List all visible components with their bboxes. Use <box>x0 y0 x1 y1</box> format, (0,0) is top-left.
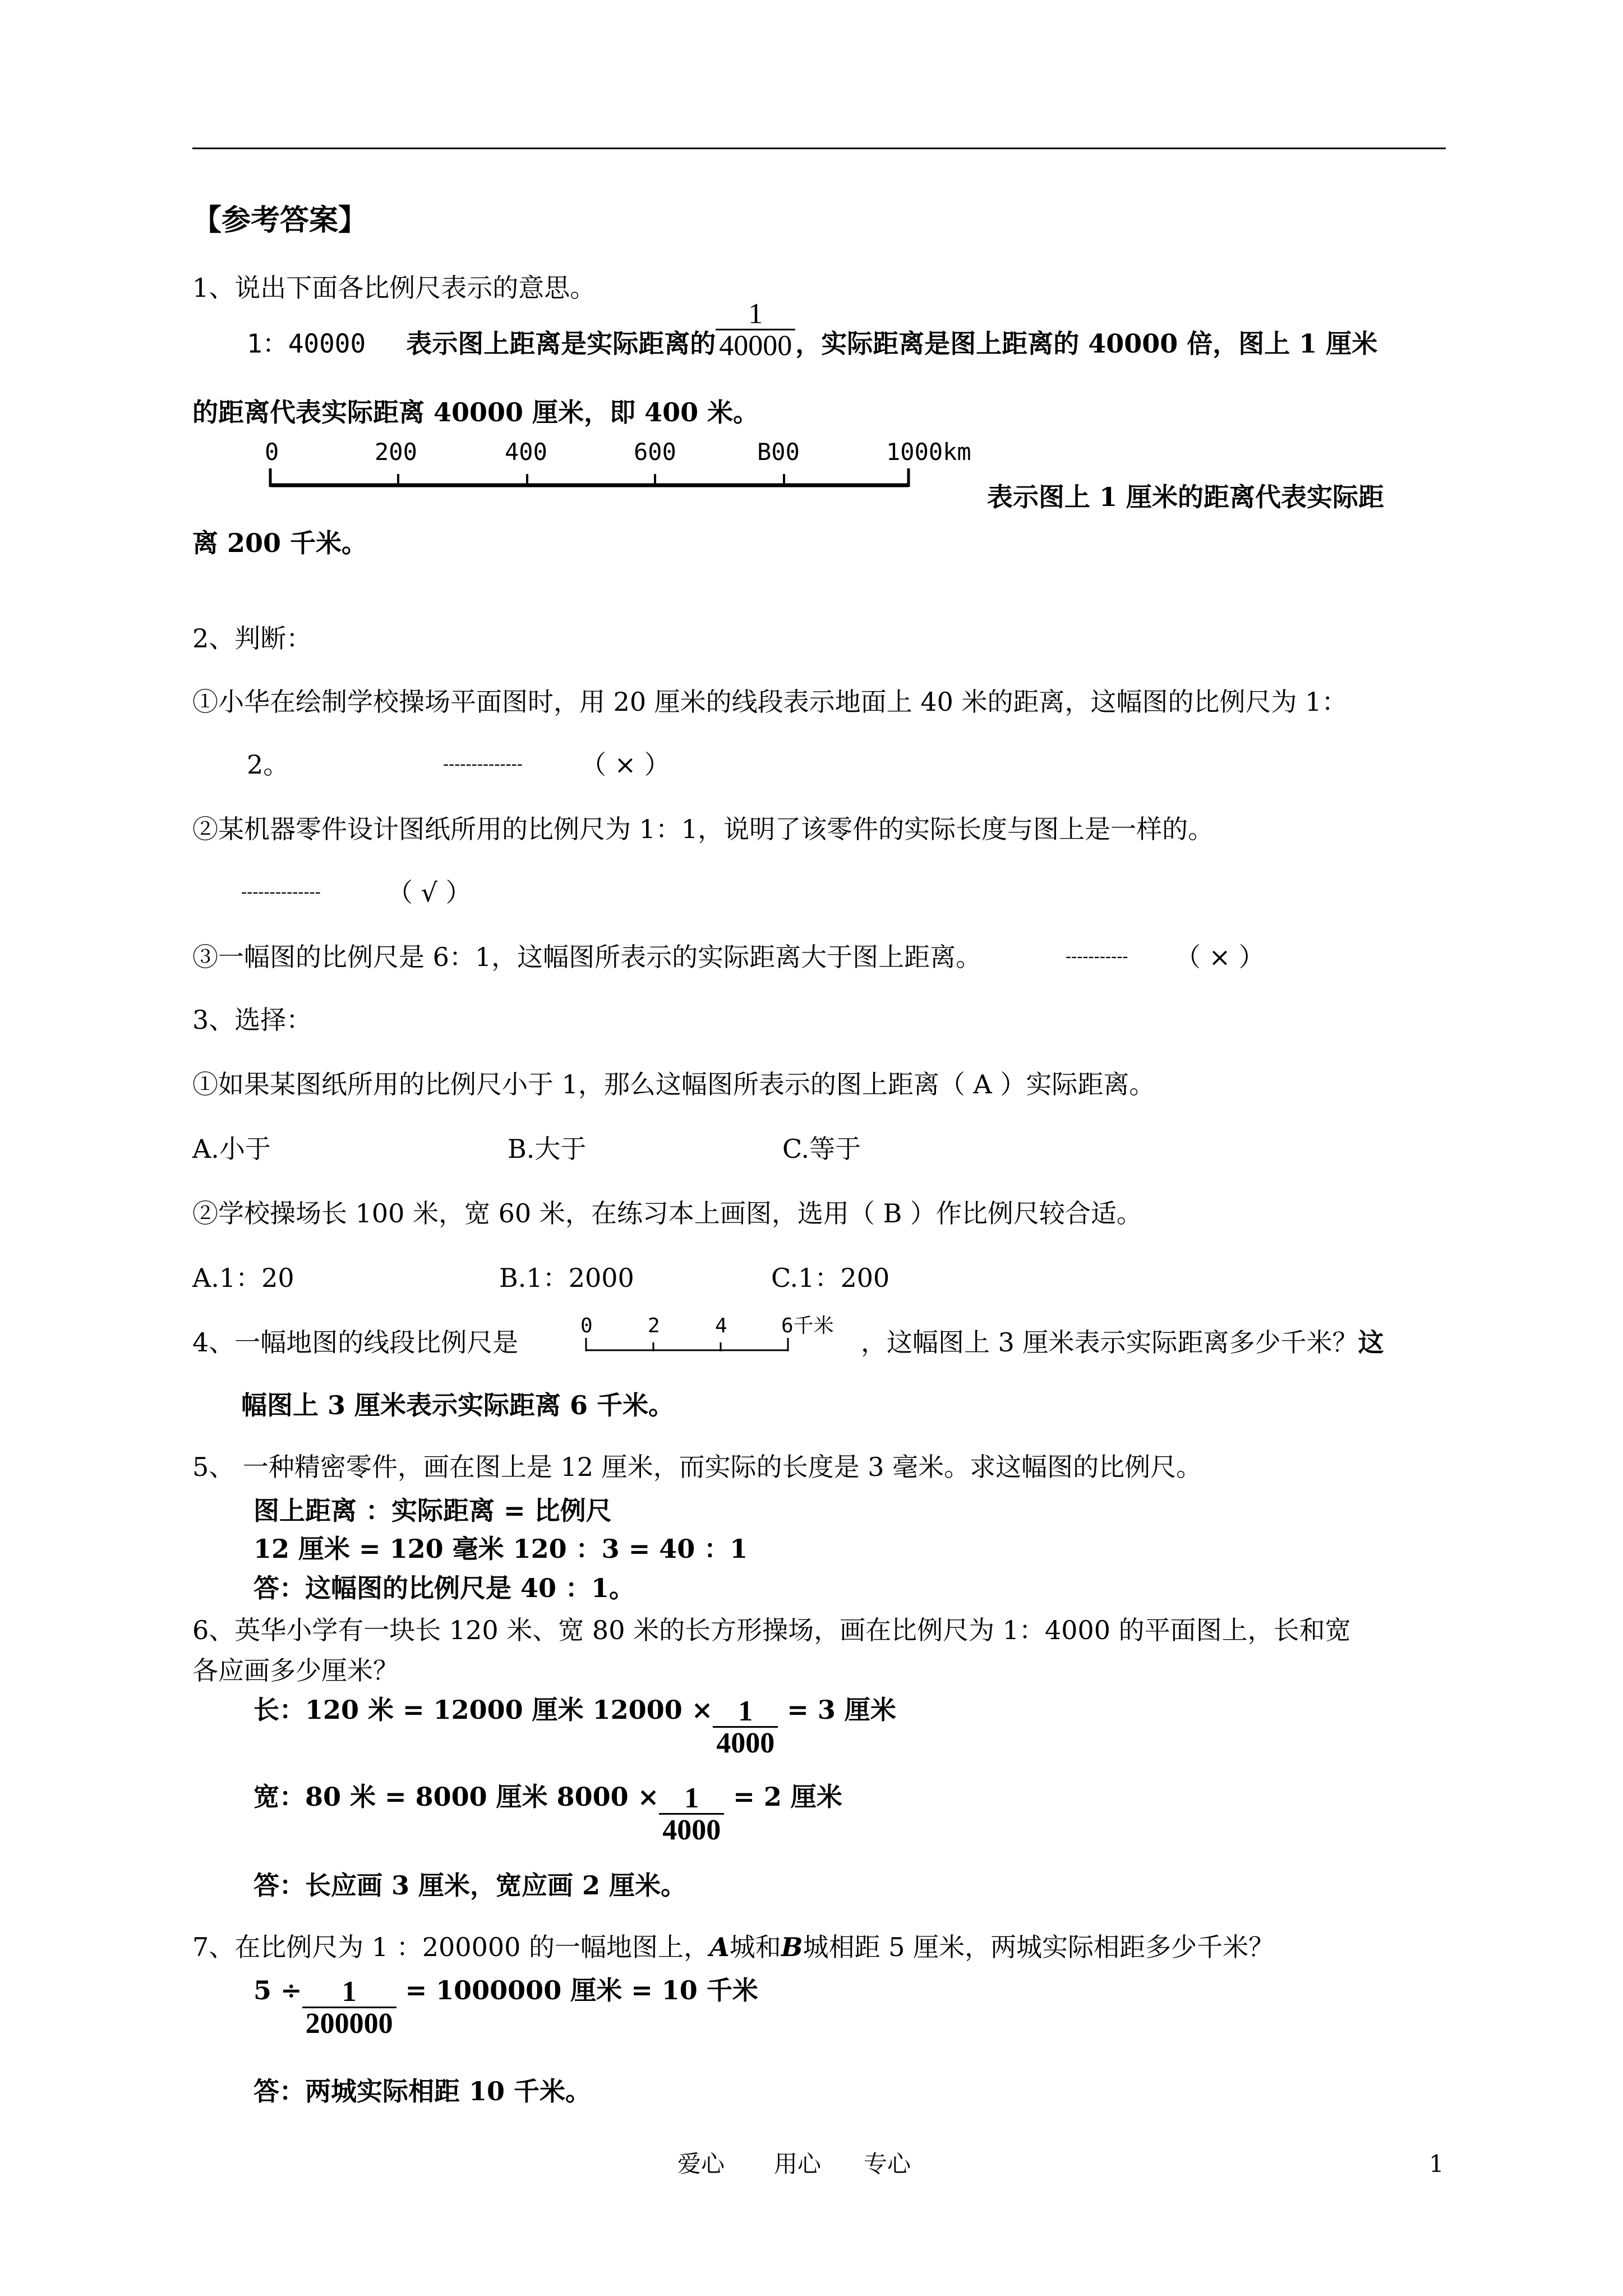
q1-scale-answer-line2: 离 200 千米。 <box>192 528 368 558</box>
q2-item2-mark: （ √ ） <box>387 877 472 908</box>
q6-length-line <box>253 1694 896 1759</box>
q3-title: 3、选择： <box>192 1005 312 1035</box>
q2-item1-mark: （ × ） <box>580 749 670 780</box>
q1-scale-label-4: B00 <box>757 438 800 466</box>
q7-denominator: 200000 <box>302 2007 396 2039</box>
q1-line-scale <box>247 438 971 499</box>
answer-heading: 【参考答案】 <box>192 203 368 237</box>
q3-item2-option-a: A.1：20 <box>192 1263 294 1293</box>
q4-line1-a: 4、一幅地图的线段比例尺是 <box>192 1327 519 1358</box>
q6-title-line1: 6、英华小学有一块长 120 米、宽 80 米的长方形操场，画在比例尺为 1：4000 的平面图上，长和宽 <box>192 1615 1351 1645</box>
q6-width-text-a: 宽：80 米 = 8000 厘米 8000 × <box>253 1781 660 1812</box>
q7-calc-line <box>253 1977 758 2039</box>
q7-answer: 答：两城实际相距 10 千米。 <box>253 2076 592 2106</box>
q1-title: 1、说出下面各比例尺表示的意思。 <box>192 273 596 303</box>
q7-calc-text-b: = 1000000 厘米 = 10 千米 <box>396 1975 758 2005</box>
q6-answer: 答：长应画 3 厘米，宽应画 2 厘米。 <box>253 1870 687 1901</box>
q4-question: ，这幅图上 3 厘米表示实际距离多少千米？ <box>861 1327 1358 1358</box>
footer-motto-2: 用心 <box>774 2150 822 2178</box>
q6-length-text-b: = 3 厘米 <box>778 1694 896 1725</box>
q2-item3-mark: （ × ） <box>1175 942 1265 972</box>
q1-scale-label-5: 1000km <box>886 438 971 466</box>
page-number: 1 <box>1429 2150 1444 2178</box>
q1-fraction-numerator: 1 <box>748 298 763 330</box>
q2-title: 2、判断： <box>192 623 312 654</box>
q2-item3-dashes: ----------- <box>1066 947 1128 967</box>
q3-item1-option-c: C.等于 <box>782 1134 861 1164</box>
q6-width-text-b: = 2 厘米 <box>724 1781 842 1812</box>
q3-item2-option-b: B.1：2000 <box>499 1263 634 1293</box>
q1-scale-label-0: 0 <box>265 438 279 466</box>
q7-fraction <box>302 1977 396 2039</box>
q3-item2: ②学校操场长 100 米，宽 60 米，在练习本上画图，选用（ B ）作比例尺较合适。 <box>192 1198 1142 1228</box>
q3-item1-option-b: B.大于 <box>508 1134 587 1164</box>
q6-length-text-a: 长：120 米 = 12000 厘米 12000 × <box>253 1694 713 1725</box>
q7-city-a: A <box>709 1932 730 1962</box>
q7-calc-text-a: 5 ÷ <box>253 1975 302 2005</box>
q4-scale-label-3: 6千米 <box>781 1314 834 1337</box>
q1-scale-label-3: 600 <box>634 438 676 466</box>
q2-item2-dashes: -------------- <box>241 882 321 902</box>
footer-motto-3: 专心 <box>864 2150 911 2178</box>
q4-answer-start: 这 <box>1358 1327 1384 1358</box>
q5-line2: 12 厘米 = 120 毫米 120 ：3 = 40 ：1 <box>253 1534 748 1564</box>
q2-item1-line2: 2。 <box>247 749 289 780</box>
q7-title-a: 7、在比例尺为 1 ：200000 的一幅地图上， <box>192 1932 709 1962</box>
q2-item1-dashes: -------------- <box>443 754 523 774</box>
q4-scale-label-0: 0 <box>580 1314 593 1337</box>
q6-width-fraction <box>659 1784 724 1845</box>
q7-numerator: 1 <box>342 1976 357 2008</box>
q3-item2-option-c: C.1：200 <box>771 1263 890 1293</box>
q3-item1-option-a: A.小于 <box>192 1134 271 1164</box>
q6-width-line <box>253 1781 842 1846</box>
q1-answer-line1 <box>247 298 1378 376</box>
q6-length-denominator: 4000 <box>713 1726 778 1758</box>
q4-scale-label-1: 2 <box>648 1314 660 1337</box>
q3-item1: ①如果某图纸所用的比例尺小于 1，那么这幅图所表示的图上距离（ A ）实际距离。 <box>192 1069 1155 1099</box>
q1-scale-label-1: 200 <box>375 438 417 466</box>
footer-motto-1: 爱心 <box>677 2150 725 2178</box>
q6-length-numerator: 1 <box>738 1695 753 1727</box>
q6-width-denominator: 4000 <box>659 1813 724 1845</box>
q5-line1: 图上距离 ：实际距离 = 比例尺 <box>253 1496 612 1526</box>
q4-answer: 幅图上 3 厘米表示实际距离 6 千米。 <box>241 1390 675 1420</box>
q7-title-b: 城和 <box>729 1932 781 1962</box>
q2-item2-line1: ②某机器零件设计图纸所用的比例尺为 1：1，说明了该零件的实际长度与图上是一样的。 <box>192 814 1214 844</box>
q1-scale-answer-line1: 表示图上 1 厘米的距离代表实际距 <box>987 482 1385 512</box>
q4-line1-b <box>861 1327 1384 1358</box>
q1-scale-label-2: 400 <box>505 438 547 466</box>
q2-item3-line1: ③一幅图的比例尺是 6：1，这幅图所表示的实际距离大于图上距离。 <box>192 942 982 972</box>
q5-title: 5、 一种精密零件，画在图上是 12 厘米，而实际的长度是 3 毫米。求这幅图的比例尺。 <box>192 1452 1202 1482</box>
q7-city-b: B <box>781 1932 803 1962</box>
header-rule <box>192 148 1446 149</box>
q7-title <box>192 1934 1274 1960</box>
q1-fraction-denominator: 40000 <box>716 329 795 361</box>
q1-answer-text-b: ，实际距离是图上距离的 40000 倍，图上 1 厘米 <box>795 328 1378 359</box>
q1-fraction <box>716 300 795 361</box>
q6-length-fraction <box>713 1697 778 1758</box>
q1-answer-line2: 的距离代表实际距离 40000 厘米，即 400 米。 <box>192 397 759 427</box>
q1-ratio: 1：40000 <box>247 328 366 359</box>
q4-line-scale <box>572 1315 858 1358</box>
q6-width-numerator: 1 <box>684 1782 699 1814</box>
q1-answer-text-a: 表示图上距离是实际距离的 <box>406 328 716 359</box>
q4-scale-label-2: 4 <box>715 1314 727 1337</box>
q7-title-c: 城相距 5 厘米，两城实际相距多少千米？ <box>803 1932 1275 1962</box>
q6-title-line2: 各应画多少厘米？ <box>192 1655 399 1686</box>
q5-answer: 答：这幅图的比例尺是 40 ：1。 <box>253 1573 635 1603</box>
q2-item1-line1: ①小华在绘制学校操场平面图时，用 20 厘米的线段表示地面上 40 米的距离，这幅图的比例尺为 1： <box>192 687 1348 717</box>
